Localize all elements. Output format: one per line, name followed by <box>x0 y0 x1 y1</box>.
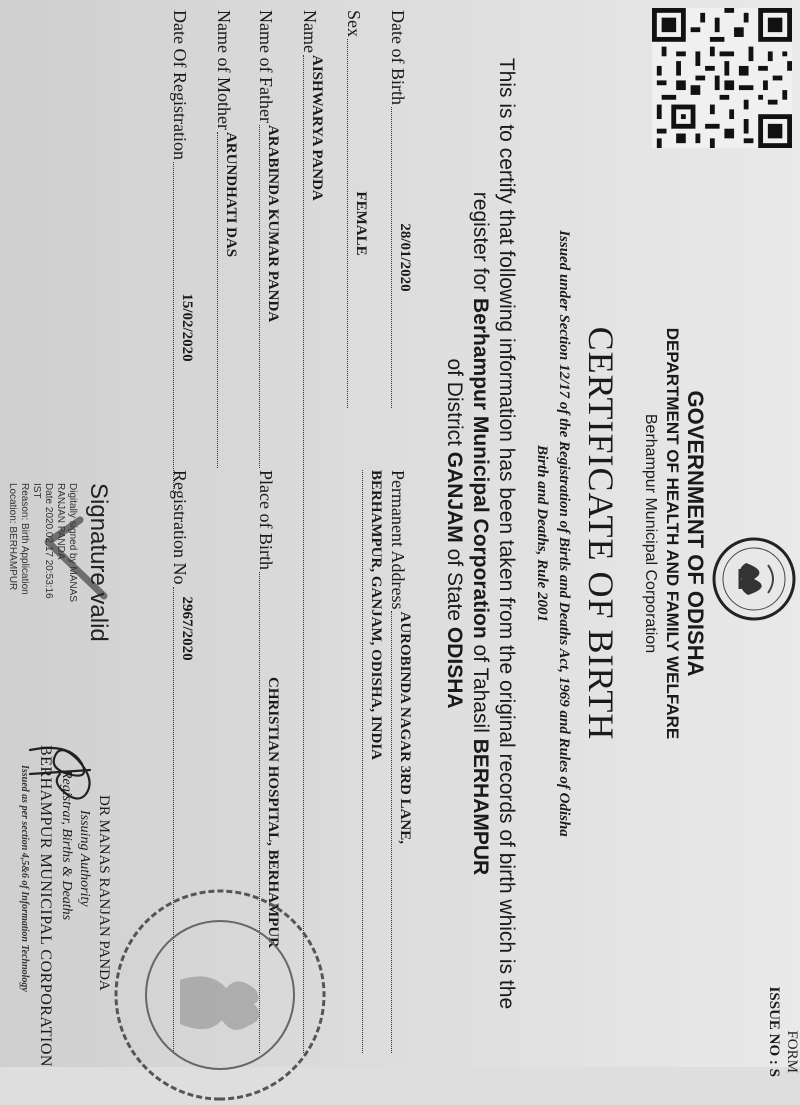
registrar-corporation: BERHAMPUR MUNICIPAL CORPORATION <box>37 745 54 1067</box>
father-label: Name of Father <box>256 10 276 123</box>
state-emblem-icon <box>710 535 798 623</box>
certify-line2 <box>468 0 492 1067</box>
registrar-seal-icon <box>110 885 330 1105</box>
issued-under-line2: Birth and Deaths, Rule 2001 <box>534 444 550 623</box>
address-value: AUROBINDA NAGAR 3RD LANE, <box>397 611 413 844</box>
name-value: AISHWARYA PANDA <box>309 54 325 201</box>
mother-label: Name of Mother <box>214 10 234 130</box>
department-heading: DEPARTMENT OF HEALTH AND FAMILY WELFARE <box>663 327 682 740</box>
registrar-name: DR MANAS RANJAN PANDA <box>96 795 112 991</box>
certify-line2-mid: of Tahasil <box>469 638 492 739</box>
field-mother-name <box>213 10 239 470</box>
reg-date-label: Date Of Registration <box>170 10 190 160</box>
certificate-title: CERTIFICATE OF BIRTH <box>581 326 621 741</box>
name-label: Name <box>300 10 320 53</box>
signature-valid-label: Signature valid <box>85 483 112 642</box>
address-value-line2: BERHAMPUR, GANJAM, ODISHA, INDIA <box>368 470 384 761</box>
father-value: ARABINDA KUMAR PANDA <box>265 124 281 323</box>
field-sex <box>343 10 369 410</box>
mother-value: ARUNDHATI DAS <box>223 131 239 258</box>
signature-line: RANJAN PANDA <box>55 483 66 560</box>
certify-line1: This is to certify that following information has been taken from the original records of birth which is the <box>495 57 518 1010</box>
reg-no-value: 2967/2020 <box>179 596 195 661</box>
footer-note: Issued as per section 4,5&6 of Information Technology <box>19 765 30 992</box>
signature-line: IST <box>31 483 42 499</box>
reg-no-label: Registration No <box>170 470 190 585</box>
address-label: Permanent Address <box>388 470 408 610</box>
signature-line: Location: BERHAMPUR <box>7 483 18 591</box>
reg-date-value: 15/02/2020 <box>179 293 195 362</box>
government-heading: GOVERNMENT OF ODISHA <box>683 390 708 677</box>
registrar-role: Issuing Authority <box>77 810 92 907</box>
certify-line3-prefix: of District <box>443 358 466 452</box>
certify-line2-prefix: register for <box>469 191 492 298</box>
field-registration-date <box>169 10 195 495</box>
dob-label: Date of Birth <box>388 10 408 105</box>
issue-number: ISSUE NO : S <box>766 986 782 1077</box>
field-father-name <box>255 10 281 470</box>
pob-label: Place of Birth <box>256 470 276 570</box>
signature-line: Reason: Birth Application <box>19 483 30 595</box>
registration-unit: Berhampur Municipal Corporation <box>469 298 492 639</box>
district-value: GANJAM <box>443 451 466 543</box>
corporation-heading: Berhampur Municipal Corporation <box>642 413 659 654</box>
dob-value: 28/01/2020 <box>397 223 413 292</box>
tahasil-value: BERHAMPUR <box>469 738 492 876</box>
field-permanent-address <box>387 470 413 1055</box>
issued-under-line1: Issued under Section 12/17 of the Registration of Birtls and Deaths Act, 1969 and Rules of Odisha <box>556 230 572 837</box>
field-date-of-birth <box>387 10 413 410</box>
form-label: FORM <box>784 1030 800 1073</box>
sex-label: Sex <box>344 10 364 37</box>
certify-line3 <box>442 0 466 1067</box>
pob-value: CHRISTIAN HOSPITAL, BERHAMPUR <box>265 676 281 948</box>
signature-line: Digitally signed by MANAS <box>67 483 78 602</box>
registrar-title: Registrar, Births & Deaths <box>59 770 74 921</box>
field-permanent-address-line2 <box>358 470 384 1055</box>
certify-line3-mid: of State <box>443 542 466 627</box>
state-value: ODISHA <box>443 626 466 709</box>
sex-value: FEMALE <box>353 191 369 256</box>
signature-line: Date 2020.02.17 20:53:16 <box>43 483 54 599</box>
